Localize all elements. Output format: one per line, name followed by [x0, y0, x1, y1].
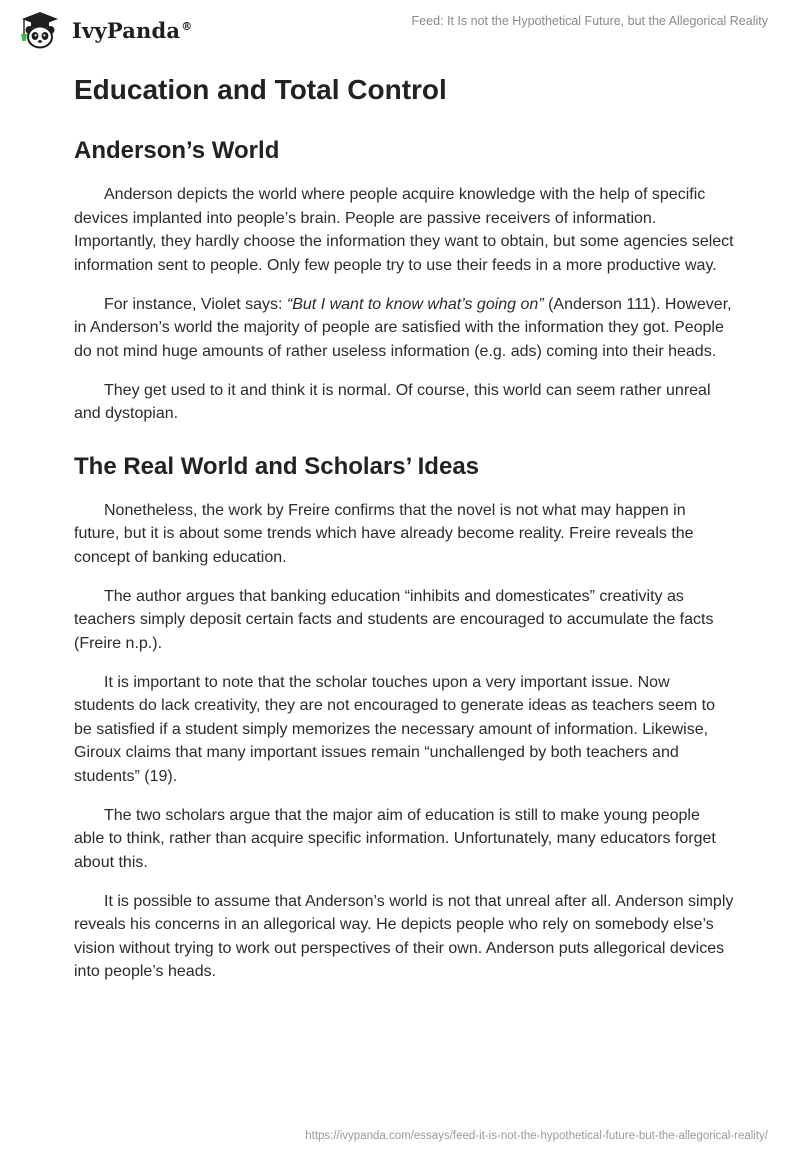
section-heading-andersons-world: Anderson’s World [74, 137, 280, 164]
paragraph-text: (Anderson 111). However, in Anderson’s world the majority of people are satisfied with the information they got. People do not mind huge amounts of rather useless information (e.g. ads) coming into their heads. [74, 295, 732, 360]
page-title: Education and Total Control [74, 74, 447, 105]
document-title: Feed: It Is not the Hypothetical Future, but the Allegorical Reality [411, 14, 768, 28]
violet-quote: “But I want to know what’s going on” [286, 295, 544, 313]
paragraph: It is possible to assume that Anderson’s world is not that unreal after all. Anderson simply reveals his concerns in an allegorical way. He depicts people who rely on somebody else’s vision without trying to work out perspectives of their own. Anderson puts allegorical devices into people’s heads. [74, 892, 734, 980]
paragraph-text: For instance, Violet says: [104, 295, 287, 313]
section-heading-real-world: The Real World and Scholars’ Ideas [74, 452, 480, 480]
paragraph: They get used to it and think it is normal. Of course, this world can seem rather unreal and dystopian. [74, 381, 711, 422]
panda-graduate-icon [16, 10, 64, 50]
paragraph-with-quote [74, 293, 734, 364]
paragraph: Nonetheless, the work by Freire confirms that the novel is not what may happen in future, but it is about some trends which have already become reality. Freire reveals the concept of banking education. [74, 501, 694, 566]
registered-mark: ® [181, 19, 193, 33]
article-body [74, 70, 734, 984]
paragraph: It is important to note that the scholar touches upon a very important issue. Now students do lack creativity, they are not encouraged to generate ideas as teachers seem to be satisfied if a student simply memorizes the necessary amount of information. Likewise, Giroux claims that many important issues remain “unchallenged by both teachers and students” (19). [74, 673, 715, 785]
source-url[interactable]: https://ivypanda.com/essays/feed-it-is-not-the-hypothetical-future-but-the-allegorical-reality/ [305, 1130, 768, 1142]
ivypanda-logo[interactable] [16, 10, 192, 50]
logo-text: IvyPanda [72, 17, 181, 43]
paragraph: Anderson depicts the world where people acquire knowledge with the help of specific devices implanted into people’s brain. People are passive receivers of information. Importantly, they hardly choose the information they want to obtain, but some agencies select information sent to people. Only few people try to use their feeds in a more productive way. [74, 186, 734, 274]
paragraph: The author argues that banking education “inhibits and domesticates” creativity as teachers simply deposit certain facts and students are encouraged to accumulate the facts (Freire n.p.). [74, 587, 714, 652]
page-header [0, 0, 800, 60]
paragraph: The two scholars argue that the major aim of education is still to make young people able to think, rather than acquire specific information. Unfortunately, many educators forget about this. [74, 806, 716, 871]
